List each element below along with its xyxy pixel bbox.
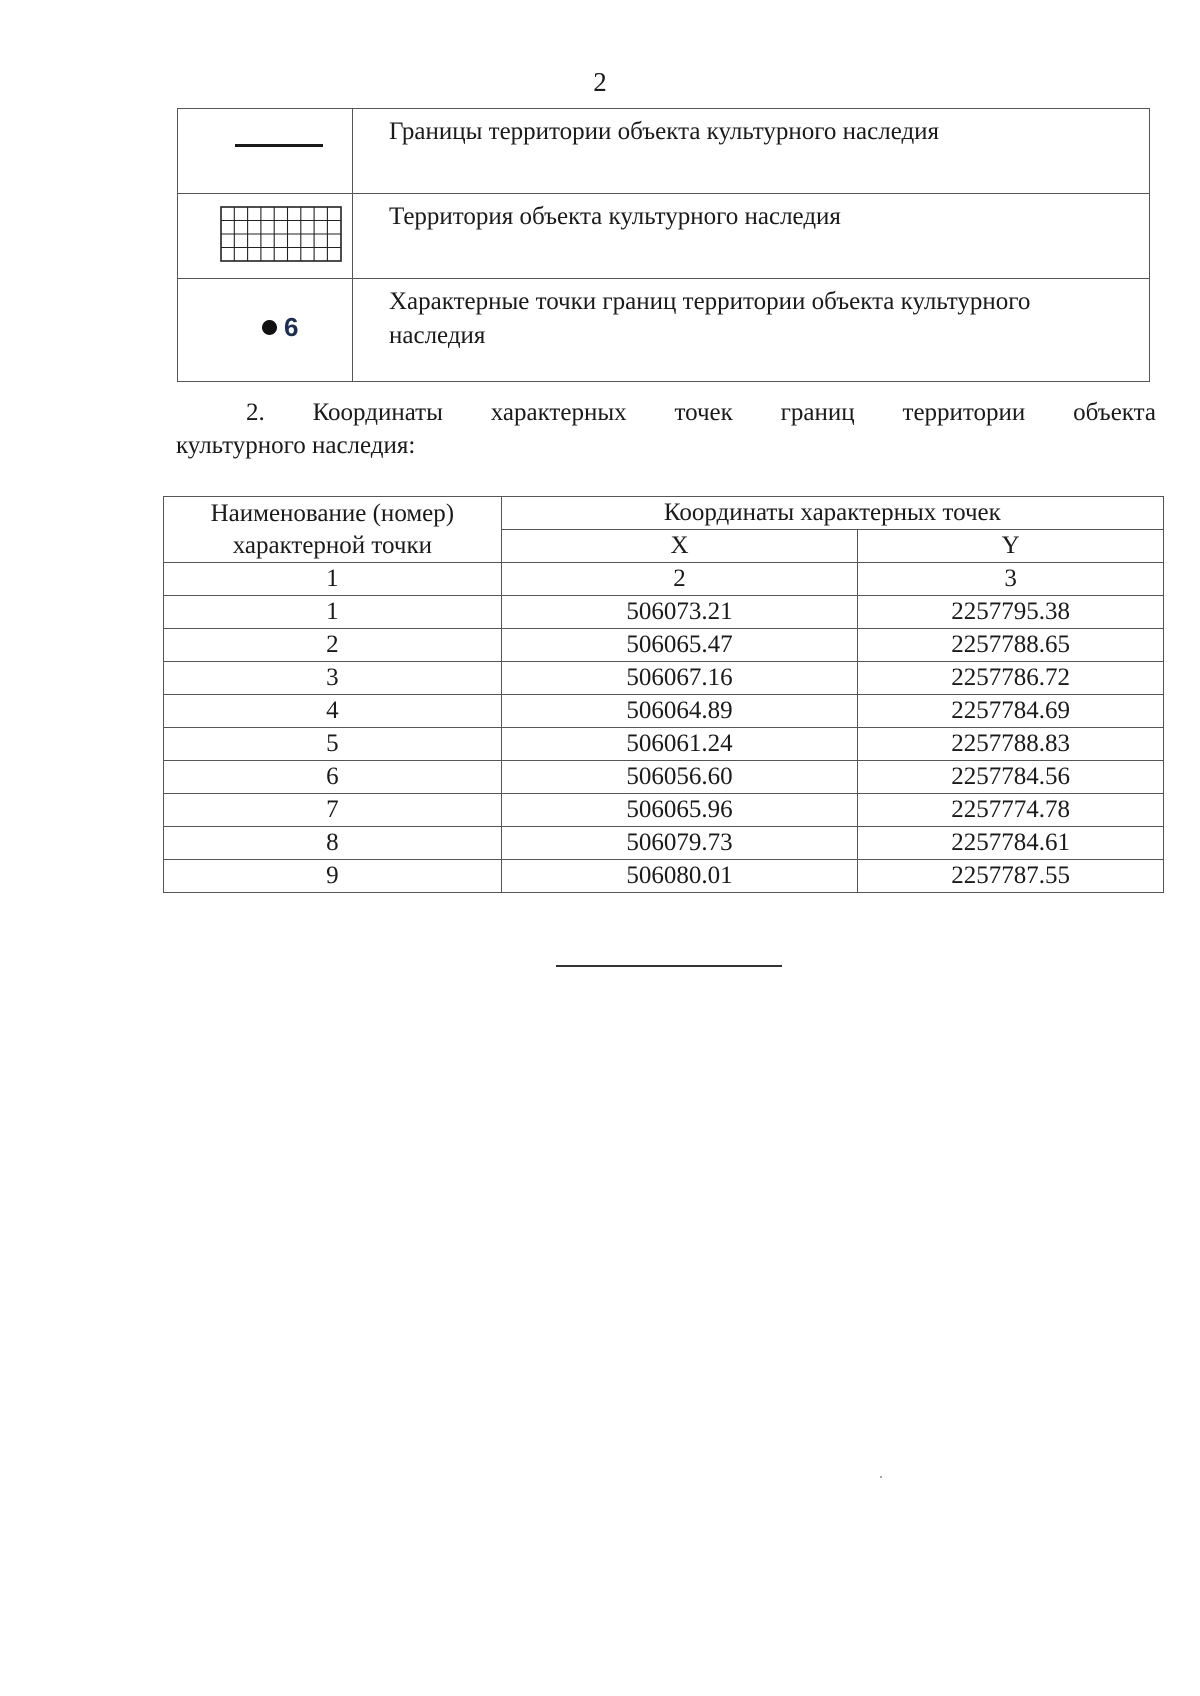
end-divider (556, 965, 782, 967)
table-row (164, 860, 1164, 893)
paragraph-word: характерных (490, 399, 627, 426)
point-number: 1 (164, 596, 502, 629)
header-row (164, 497, 1164, 530)
paragraph-line (176, 396, 1156, 429)
paragraph-word: точек (674, 399, 733, 426)
header-y: Y (858, 530, 1164, 563)
table-row (164, 596, 1164, 629)
x-coordinate: 506065.96 (501, 794, 858, 827)
x-coordinate: 506073.21 (501, 596, 858, 629)
header-coordinates: Координаты характерных точек (501, 497, 1163, 530)
legend-symbol-cell (178, 194, 353, 279)
point-number: 8 (164, 827, 502, 860)
x-coordinate: 506061.24 (501, 728, 858, 761)
boundary-line-icon (235, 144, 323, 147)
legend-symbol-cell (178, 109, 353, 194)
legend-symbol-cell (178, 279, 353, 382)
point-label: 6 (284, 312, 299, 342)
x-coordinate: 506056.60 (501, 761, 858, 794)
y-coordinate: 2257788.65 (858, 629, 1164, 662)
table-row (164, 728, 1164, 761)
point-number: 7 (164, 794, 502, 827)
point-number: 6 (164, 761, 502, 794)
column-index: 2 (501, 563, 858, 596)
section-paragraph (176, 396, 1156, 462)
point-symbol (262, 312, 298, 343)
legend-description: Территория объекта культурного наследия (353, 194, 1150, 279)
legend-description-line: Характерные точки границ территории объекта культурного (389, 288, 1031, 315)
legend-description: Границы территории объекта культурного наследия (353, 109, 1150, 194)
legend-table (177, 108, 1150, 382)
table-row (164, 827, 1164, 860)
header-point-name (164, 497, 502, 563)
page-number: 2 (593, 67, 607, 97)
table-row (164, 629, 1164, 662)
y-coordinate: 2257774.78 (858, 794, 1164, 827)
point-number: 5 (164, 728, 502, 761)
column-index-row (164, 563, 1164, 596)
legend-row (178, 109, 1150, 194)
legend-row (178, 279, 1150, 382)
column-index: 3 (858, 563, 1164, 596)
table-row (164, 794, 1164, 827)
y-coordinate: 2257784.56 (858, 761, 1164, 794)
header-text: Наименование (номер) (210, 499, 455, 527)
paragraph-line: культурного наследия: (176, 432, 416, 459)
x-coordinate: 506065.47 (501, 629, 858, 662)
y-coordinate: 2257784.61 (858, 827, 1164, 860)
coordinates-table (163, 496, 1164, 893)
y-coordinate: 2257786.72 (858, 662, 1164, 695)
x-coordinate: 506067.16 (501, 662, 858, 695)
table-row (164, 695, 1164, 728)
header-x: X (501, 530, 858, 563)
scan-speck (880, 1476, 882, 1478)
legend-description (353, 279, 1150, 382)
y-coordinate: 2257784.69 (858, 695, 1164, 728)
point-number: 2 (164, 629, 502, 662)
y-coordinate: 2257787.55 (858, 860, 1164, 893)
paragraph-word: территории (902, 399, 1026, 426)
paragraph-word: 2. (246, 399, 265, 426)
paragraph-word: Координаты (312, 399, 443, 426)
x-coordinate: 506079.73 (501, 827, 858, 860)
x-coordinate: 506064.89 (501, 695, 858, 728)
paragraph-word: границ (780, 399, 855, 426)
legend-description-line: наследия (389, 322, 486, 349)
table-row (164, 761, 1164, 794)
x-coordinate: 506080.01 (501, 860, 858, 893)
y-coordinate: 2257795.38 (858, 596, 1164, 629)
legend-row (178, 194, 1150, 279)
point-dot-icon (262, 320, 277, 335)
header-text: характерной точки (232, 531, 432, 559)
y-coordinate: 2257788.83 (858, 728, 1164, 761)
grid-hatch-icon (220, 206, 342, 262)
point-number: 3 (164, 662, 502, 695)
point-number: 4 (164, 695, 502, 728)
table-row (164, 662, 1164, 695)
column-index: 1 (164, 563, 502, 596)
paragraph-word: объекта (1073, 399, 1156, 426)
point-number: 9 (164, 860, 502, 893)
